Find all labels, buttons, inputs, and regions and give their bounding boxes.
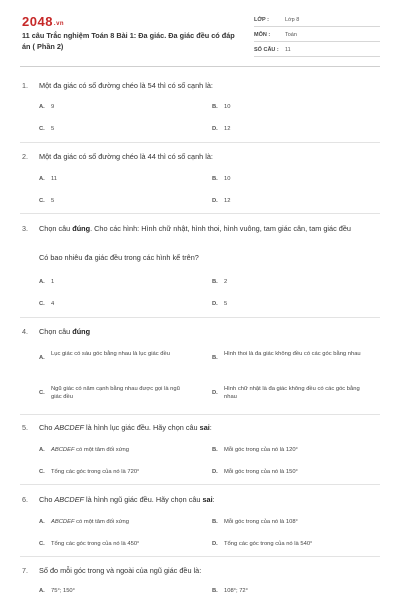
option-text: Tổng các góc trong của nó là 720° (51, 469, 140, 475)
option-italic: ABCDEF (51, 447, 75, 453)
logo-suffix: .vn (53, 21, 65, 27)
stem-text: . Cho các hình: Hình chữ nhật, hình thoi, hình vuông, tam giác cân, tam giác đều (90, 224, 351, 233)
option-text: Mỗi góc trong của nó là 120° (224, 447, 298, 453)
option-label: B. (212, 104, 218, 110)
question-stem: Một đa giác có số đường chéo là 44 thì có số cạnh là: (39, 152, 213, 161)
stem-text: Cho (39, 495, 55, 504)
option-text: 9 (51, 104, 55, 110)
stem-text: Cho (39, 423, 55, 432)
option-text: Mỗi góc trong của nó là 150° (224, 469, 298, 475)
meta-key: LỚP : (254, 17, 269, 23)
option-text: Ngũ giác có năm cạnh bằng nhau được gọi là ngũ giác đều (51, 386, 180, 400)
option-label: A. (39, 104, 45, 110)
meta-class (254, 14, 380, 27)
option-label: B. (212, 519, 218, 525)
stem-emphasis: đúng (72, 327, 91, 336)
option-label: C. (39, 390, 45, 396)
option-label: A. (39, 519, 45, 525)
question-stem (39, 223, 379, 235)
option-text: 10 (224, 176, 231, 182)
option-text: Tổng các góc trong của nó là 540° (224, 541, 313, 547)
question-subprompt: Có bao nhiêu đa giác đều trong các hình kể trên? (39, 253, 199, 262)
option-label: D. (212, 469, 218, 475)
question-stem: Một đa giác có số đường chéo là 54 thì có số cạnh là: (39, 81, 213, 90)
document-title: 11 câu Trắc nghiệm Toán 8 Bài 1: Đa giác. Đa giác đều có đáp án ( Phần 2) (22, 31, 235, 51)
option-label: D. (212, 390, 218, 396)
stem-emphasis: đúng (72, 224, 91, 233)
option-label: C. (39, 541, 45, 547)
meta-key: MÔN : (254, 32, 271, 38)
option-text (51, 446, 191, 454)
logo-text: 2048 (22, 14, 53, 29)
option-label: C. (39, 198, 45, 204)
stem-text: Chọn câu (39, 224, 73, 233)
option-label: C. (39, 469, 45, 475)
option-label: D. (212, 198, 218, 204)
option-text: 2 (224, 279, 228, 285)
option-text (51, 518, 191, 526)
question-divider (20, 414, 380, 415)
option-label: B. (212, 588, 218, 594)
stem-italic: ABCDEF (54, 495, 85, 504)
option-text: Hình thoi là đa giác không đều có các góc bằng nhau (224, 351, 361, 357)
page-header (0, 0, 400, 62)
stem-emphasis: sai (202, 495, 213, 504)
meta-key: SỐ CÂU : (254, 47, 279, 53)
stem-text: Chọn câu (39, 327, 73, 336)
option-label: B. (212, 176, 218, 182)
option-text: Hình chữ nhật là đa giác không đều có các góc bằng nhau (224, 386, 360, 400)
question-divider (20, 317, 380, 318)
option-text-rest: có một tâm đối xứng (74, 447, 129, 453)
option-label: B. (212, 279, 218, 285)
site-logo[interactable] (22, 14, 64, 29)
option-label: D. (212, 541, 218, 547)
option-label: D. (212, 301, 218, 307)
option-label: C. (39, 301, 45, 307)
question-divider (20, 142, 380, 143)
question-number: 6. (22, 495, 28, 504)
question-stem: Số đo mỗi góc trong và ngoài của ngũ giác đều là: (39, 566, 202, 575)
option-label: B. (212, 447, 218, 453)
option-label: A. (39, 588, 45, 594)
stem-text: là hình ngũ giác đều. Hãy chọn câu (84, 495, 203, 504)
option-label: A. (39, 447, 45, 453)
option-text: Tổng các góc trong của nó là 450° (51, 541, 140, 547)
option-text: 12 (224, 198, 231, 204)
option-text: 1 (51, 279, 55, 285)
option-text: 12 (224, 126, 231, 132)
question-number: 7. (22, 566, 28, 575)
option-text: 4 (51, 301, 55, 307)
meta-value: 11 (285, 47, 291, 53)
option-label: A. (39, 279, 45, 285)
stem-text: : (209, 423, 212, 432)
question-number: 1. (22, 81, 28, 90)
question-stem (39, 422, 379, 434)
stem-italic: ABCDEF (54, 423, 85, 432)
question-divider (20, 213, 380, 214)
option-text: Lục giác có sáu góc bằng nhau là lục giác đều (51, 351, 170, 357)
question-number: 3. (22, 224, 28, 233)
header-divider (20, 66, 380, 67)
question-number: 2. (22, 152, 28, 161)
stem-emphasis: sai (199, 423, 210, 432)
stem-text: là hình lục giác đều. Hãy chọn câu (84, 423, 200, 432)
question-divider (20, 484, 380, 485)
question-divider (20, 556, 380, 557)
meta-value: Lớp 8 (285, 17, 300, 23)
option-label: B. (212, 355, 218, 361)
option-text: 75°; 150° (51, 588, 75, 594)
meta-subject (254, 29, 380, 42)
stem-text: : (212, 495, 215, 504)
question-stem (39, 494, 379, 506)
option-text: 10 (224, 104, 231, 110)
option-text: 5 (51, 126, 55, 132)
option-label: C. (39, 126, 45, 132)
meta-count (254, 44, 380, 57)
option-italic: ABCDEF (51, 519, 75, 525)
option-text: 5 (51, 198, 55, 204)
option-text: Mỗi góc trong của nó là 108° (224, 519, 298, 525)
option-text-rest: có một tâm đối xứng (74, 519, 129, 525)
option-label: D. (212, 126, 218, 132)
meta-value: Toán (285, 32, 297, 38)
question-stem (39, 326, 379, 338)
question-number: 4. (22, 327, 28, 336)
option-label: A. (39, 355, 45, 361)
option-text: 5 (224, 301, 228, 307)
option-text: 108°; 72° (224, 588, 248, 594)
question-number: 5. (22, 423, 28, 432)
option-text: 11 (51, 176, 58, 182)
option-label: A. (39, 176, 45, 182)
